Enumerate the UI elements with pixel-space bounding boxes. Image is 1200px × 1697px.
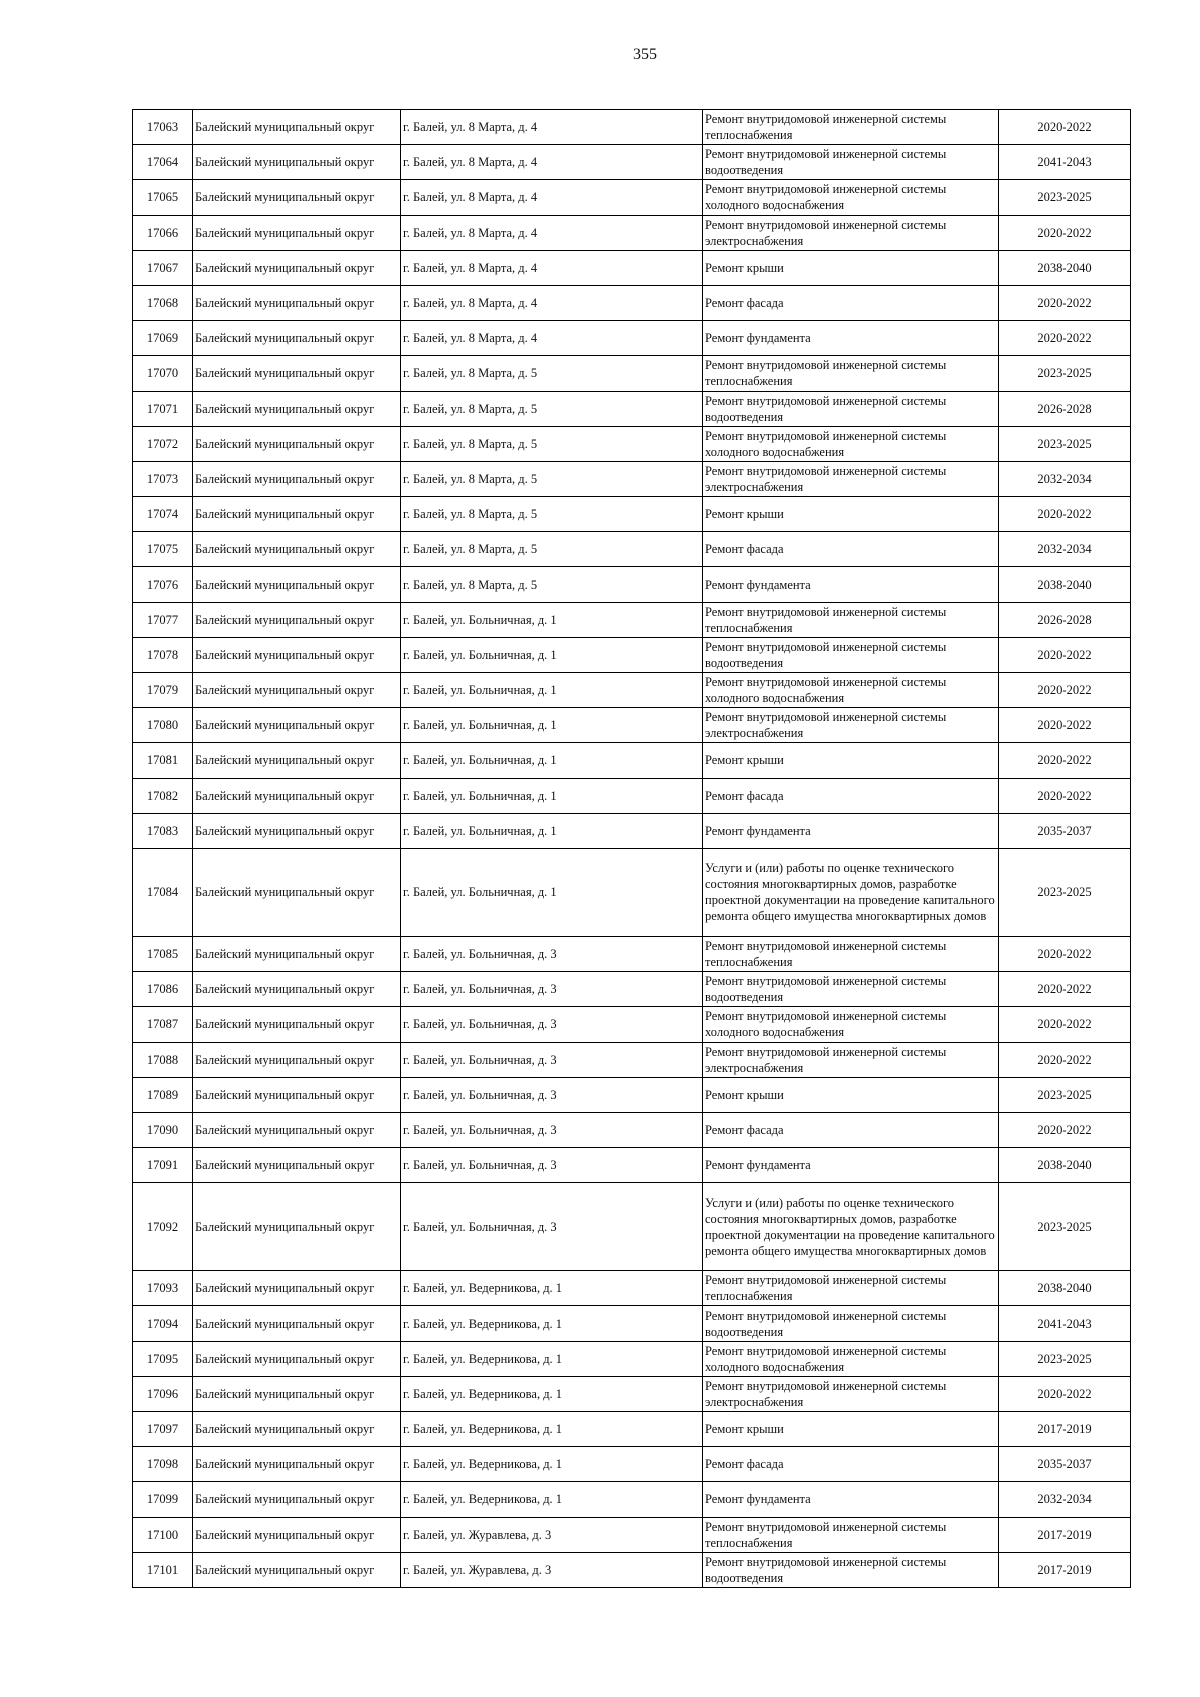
period-cell: 2020-2022 (999, 285, 1131, 320)
address-cell: г. Балей, ул. Больничная, д. 3 (401, 1112, 703, 1147)
work-type-cell: Ремонт внутридомовой инженерной системы холодного водоснабжения (703, 673, 999, 708)
table-row (133, 356, 1131, 391)
table-row (133, 778, 1131, 813)
row-number-cell: 17086 (133, 972, 193, 1007)
period-cell: 2023-2025 (999, 356, 1131, 391)
table-row (133, 215, 1131, 250)
table-row (133, 1376, 1131, 1411)
work-type-cell: Ремонт фундамента (703, 567, 999, 602)
row-number-cell: 17064 (133, 145, 193, 180)
address-cell: г. Балей, ул. Ведерникова, д. 1 (401, 1306, 703, 1341)
row-number-cell: 17070 (133, 356, 193, 391)
row-number-cell: 17075 (133, 532, 193, 567)
address-cell: г. Балей, ул. 8 Марта, д. 5 (401, 567, 703, 602)
period-cell: 2023-2025 (999, 180, 1131, 215)
table-row (133, 1517, 1131, 1552)
address-cell: г. Балей, ул. Больничная, д. 1 (401, 848, 703, 936)
table-row (133, 110, 1131, 145)
work-type-cell: Ремонт фасада (703, 1112, 999, 1147)
work-type-cell: Ремонт внутридомовой инженерной системы теплоснабжения (703, 110, 999, 145)
row-number-cell: 17074 (133, 497, 193, 532)
work-type-cell: Ремонт внутридомовой инженерной системы электроснабжения (703, 1042, 999, 1077)
table-row (133, 1341, 1131, 1376)
table-row (133, 1042, 1131, 1077)
table-row (133, 567, 1131, 602)
period-cell: 2023-2025 (999, 1077, 1131, 1112)
table-row (133, 743, 1131, 778)
municipality-cell: Балейский муниципальный округ (193, 813, 401, 848)
row-number-cell: 17063 (133, 110, 193, 145)
row-number-cell: 17081 (133, 743, 193, 778)
table-row (133, 637, 1131, 672)
row-number-cell: 17090 (133, 1112, 193, 1147)
work-type-cell: Ремонт фасада (703, 285, 999, 320)
row-number-cell: 17088 (133, 1042, 193, 1077)
work-type-cell: Ремонт крыши (703, 250, 999, 285)
row-number-cell: 17068 (133, 285, 193, 320)
address-cell: г. Балей, ул. 8 Марта, д. 5 (401, 426, 703, 461)
address-cell: г. Балей, ул. Журавлева, д. 3 (401, 1552, 703, 1587)
municipality-cell: Балейский муниципальный округ (193, 1148, 401, 1183)
period-cell: 2023-2025 (999, 1341, 1131, 1376)
row-number-cell: 17078 (133, 637, 193, 672)
row-number-cell: 17093 (133, 1271, 193, 1306)
table-row (133, 673, 1131, 708)
row-number-cell: 17084 (133, 848, 193, 936)
row-number-cell: 17094 (133, 1306, 193, 1341)
municipality-cell: Балейский муниципальный округ (193, 1007, 401, 1042)
table-row (133, 1112, 1131, 1147)
work-type-cell: Ремонт внутридомовой инженерной системы теплоснабжения (703, 1271, 999, 1306)
work-type-cell: Ремонт крыши (703, 497, 999, 532)
table-row (133, 1183, 1131, 1271)
work-type-cell: Ремонт внутридомовой инженерной системы электроснабжения (703, 708, 999, 743)
table-row (133, 391, 1131, 426)
row-number-cell: 17089 (133, 1077, 193, 1112)
address-cell: г. Балей, ул. Ведерникова, д. 1 (401, 1341, 703, 1376)
work-type-cell: Ремонт крыши (703, 1412, 999, 1447)
municipality-cell: Балейский муниципальный округ (193, 1517, 401, 1552)
period-cell: 2041-2043 (999, 145, 1131, 180)
address-cell: г. Балей, ул. Ведерникова, д. 1 (401, 1482, 703, 1517)
municipality-cell: Балейский муниципальный округ (193, 708, 401, 743)
period-cell: 2020-2022 (999, 743, 1131, 778)
address-cell: г. Балей, ул. 8 Марта, д. 5 (401, 532, 703, 567)
row-number-cell: 17082 (133, 778, 193, 813)
row-number-cell: 17071 (133, 391, 193, 426)
municipality-cell: Балейский муниципальный округ (193, 1341, 401, 1376)
municipality-cell: Балейский муниципальный округ (193, 637, 401, 672)
work-type-cell: Ремонт внутридомовой инженерной системы водоотведения (703, 1552, 999, 1587)
address-cell: г. Балей, ул. 8 Марта, д. 4 (401, 215, 703, 250)
work-type-cell: Ремонт внутридомовой инженерной системы холодного водоснабжения (703, 426, 999, 461)
address-cell: г. Балей, ул. Больничная, д. 1 (401, 602, 703, 637)
address-cell: г. Балей, ул. Больничная, д. 3 (401, 1077, 703, 1112)
row-number-cell: 17096 (133, 1376, 193, 1411)
address-cell: г. Балей, ул. 8 Марта, д. 4 (401, 250, 703, 285)
capital-repair-table (132, 109, 1131, 1588)
municipality-cell: Балейский муниципальный округ (193, 1183, 401, 1271)
row-number-cell: 17087 (133, 1007, 193, 1042)
work-type-cell: Ремонт фундамента (703, 321, 999, 356)
municipality-cell: Балейский муниципальный округ (193, 602, 401, 637)
row-number-cell: 17097 (133, 1412, 193, 1447)
municipality-cell: Балейский муниципальный округ (193, 356, 401, 391)
work-type-cell: Ремонт фундамента (703, 1148, 999, 1183)
table-row (133, 1482, 1131, 1517)
municipality-cell: Балейский муниципальный округ (193, 1447, 401, 1482)
period-cell: 2038-2040 (999, 1148, 1131, 1183)
row-number-cell: 17092 (133, 1183, 193, 1271)
period-cell: 2017-2019 (999, 1517, 1131, 1552)
municipality-cell: Балейский муниципальный округ (193, 743, 401, 778)
period-cell: 2020-2022 (999, 708, 1131, 743)
table-row (133, 180, 1131, 215)
table-row (133, 972, 1131, 1007)
period-cell: 2023-2025 (999, 426, 1131, 461)
table-row (133, 602, 1131, 637)
address-cell: г. Балей, ул. Больничная, д. 1 (401, 778, 703, 813)
address-cell: г. Балей, ул. Больничная, д. 3 (401, 1007, 703, 1042)
address-cell: г. Балей, ул. Ведерникова, д. 1 (401, 1447, 703, 1482)
work-type-cell: Ремонт крыши (703, 1077, 999, 1112)
municipality-cell: Балейский муниципальный округ (193, 567, 401, 602)
municipality-cell: Балейский муниципальный округ (193, 110, 401, 145)
municipality-cell: Балейский муниципальный округ (193, 936, 401, 971)
period-cell: 2020-2022 (999, 497, 1131, 532)
work-type-cell: Ремонт фасада (703, 1447, 999, 1482)
work-type-cell: Ремонт внутридомовой инженерной системы электроснабжения (703, 215, 999, 250)
work-type-cell: Ремонт внутридомовой инженерной системы водоотведения (703, 637, 999, 672)
municipality-cell: Балейский муниципальный округ (193, 1271, 401, 1306)
municipality-cell: Балейский муниципальный округ (193, 461, 401, 496)
period-cell: 2038-2040 (999, 567, 1131, 602)
address-cell: г. Балей, ул. Больничная, д. 3 (401, 936, 703, 971)
municipality-cell: Балейский муниципальный округ (193, 1552, 401, 1587)
table-row (133, 813, 1131, 848)
municipality-cell: Балейский муниципальный округ (193, 1042, 401, 1077)
address-cell: г. Балей, ул. 8 Марта, д. 4 (401, 180, 703, 215)
address-cell: г. Балей, ул. Больничная, д. 3 (401, 1183, 703, 1271)
municipality-cell: Балейский муниципальный округ (193, 1077, 401, 1112)
period-cell: 2020-2022 (999, 1042, 1131, 1077)
period-cell: 2026-2028 (999, 602, 1131, 637)
municipality-cell: Балейский муниципальный округ (193, 250, 401, 285)
work-type-cell: Ремонт крыши (703, 743, 999, 778)
work-type-cell: Ремонт внутридомовой инженерной системы водоотведения (703, 972, 999, 1007)
address-cell: г. Балей, ул. Больничная, д. 3 (401, 1042, 703, 1077)
municipality-cell: Балейский муниципальный округ (193, 1306, 401, 1341)
period-cell: 2020-2022 (999, 1376, 1131, 1411)
row-number-cell: 17067 (133, 250, 193, 285)
work-type-cell: Ремонт внутридомовой инженерной системы холодного водоснабжения (703, 1341, 999, 1376)
table-row (133, 461, 1131, 496)
period-cell: 2020-2022 (999, 1007, 1131, 1042)
address-cell: г. Балей, ул. Ведерникова, д. 1 (401, 1376, 703, 1411)
table-row (133, 936, 1131, 971)
table-row (133, 1306, 1131, 1341)
work-type-cell: Ремонт внутридомовой инженерной системы электроснабжения (703, 461, 999, 496)
municipality-cell: Балейский муниципальный округ (193, 321, 401, 356)
address-cell: г. Балей, ул. Больничная, д. 1 (401, 673, 703, 708)
work-type-cell: Ремонт внутридомовой инженерной системы теплоснабжения (703, 356, 999, 391)
table-row (133, 1447, 1131, 1482)
address-cell: г. Балей, ул. 8 Марта, д. 5 (401, 391, 703, 426)
address-cell: г. Балей, ул. Больничная, д. 1 (401, 813, 703, 848)
period-cell: 2026-2028 (999, 391, 1131, 426)
address-cell: г. Балей, ул. Ведерникова, д. 1 (401, 1271, 703, 1306)
address-cell: г. Балей, ул. 8 Марта, д. 4 (401, 110, 703, 145)
address-cell: г. Балей, ул. 8 Марта, д. 4 (401, 321, 703, 356)
row-number-cell: 17076 (133, 567, 193, 602)
municipality-cell: Балейский муниципальный округ (193, 497, 401, 532)
row-number-cell: 17099 (133, 1482, 193, 1517)
municipality-cell: Балейский муниципальный округ (193, 145, 401, 180)
work-type-cell: Ремонт внутридомовой инженерной системы теплоснабжения (703, 602, 999, 637)
period-cell: 2020-2022 (999, 1112, 1131, 1147)
municipality-cell: Балейский муниципальный округ (193, 778, 401, 813)
work-type-cell: Ремонт внутридомовой инженерной системы теплоснабжения (703, 936, 999, 971)
table-row (133, 426, 1131, 461)
work-type-cell: Ремонт внутридомовой инженерной системы теплоснабжения (703, 1517, 999, 1552)
municipality-cell: Балейский муниципальный округ (193, 1376, 401, 1411)
row-number-cell: 17101 (133, 1552, 193, 1587)
row-number-cell: 17083 (133, 813, 193, 848)
row-number-cell: 17080 (133, 708, 193, 743)
period-cell: 2032-2034 (999, 1482, 1131, 1517)
work-type-cell: Ремонт фасада (703, 532, 999, 567)
work-type-cell: Ремонт внутридомовой инженерной системы водоотведения (703, 145, 999, 180)
period-cell: 2038-2040 (999, 250, 1131, 285)
work-type-cell: Ремонт внутридомовой инженерной системы электроснабжения (703, 1376, 999, 1411)
municipality-cell: Балейский муниципальный округ (193, 180, 401, 215)
municipality-cell: Балейский муниципальный округ (193, 673, 401, 708)
row-number-cell: 17100 (133, 1517, 193, 1552)
municipality-cell: Балейский муниципальный округ (193, 215, 401, 250)
table-row (133, 321, 1131, 356)
table-row (133, 497, 1131, 532)
period-cell: 2017-2019 (999, 1412, 1131, 1447)
work-type-cell: Ремонт внутридомовой инженерной системы водоотведения (703, 391, 999, 426)
work-type-cell: Услуги и (или) работы по оценке технического состояния многоквартирных домов, разработке проектной документации на проведение капитального ремонта общего имущества многоквартирных домов (703, 1183, 999, 1271)
table-row (133, 250, 1131, 285)
table-row (133, 1077, 1131, 1112)
row-number-cell: 17098 (133, 1447, 193, 1482)
address-cell: г. Балей, ул. 8 Марта, д. 4 (401, 145, 703, 180)
municipality-cell: Балейский муниципальный округ (193, 1482, 401, 1517)
address-cell: г. Балей, ул. Больничная, д. 1 (401, 708, 703, 743)
row-number-cell: 17073 (133, 461, 193, 496)
period-cell: 2020-2022 (999, 215, 1131, 250)
work-type-cell: Ремонт фундамента (703, 1482, 999, 1517)
work-type-cell: Ремонт внутридомовой инженерной системы водоотведения (703, 1306, 999, 1341)
address-cell: г. Балей, ул. Больничная, д. 1 (401, 743, 703, 778)
table-row (133, 285, 1131, 320)
address-cell: г. Балей, ул. 8 Марта, д. 4 (401, 285, 703, 320)
period-cell: 2020-2022 (999, 778, 1131, 813)
period-cell: 2020-2022 (999, 110, 1131, 145)
address-cell: г. Балей, ул. Больничная, д. 3 (401, 972, 703, 1007)
table-row (133, 708, 1131, 743)
period-cell: 2020-2022 (999, 321, 1131, 356)
period-cell: 2023-2025 (999, 1183, 1131, 1271)
address-cell: г. Балей, ул. Ведерникова, д. 1 (401, 1412, 703, 1447)
row-number-cell: 17091 (133, 1148, 193, 1183)
row-number-cell: 17077 (133, 602, 193, 637)
work-type-cell: Ремонт фундамента (703, 813, 999, 848)
municipality-cell: Балейский муниципальный округ (193, 532, 401, 567)
period-cell: 2020-2022 (999, 637, 1131, 672)
row-number-cell: 17085 (133, 936, 193, 971)
row-number-cell: 17065 (133, 180, 193, 215)
address-cell: г. Балей, ул. 8 Марта, д. 5 (401, 497, 703, 532)
period-cell: 2032-2034 (999, 461, 1131, 496)
table-row (133, 1412, 1131, 1447)
table-row (133, 532, 1131, 567)
table-row (133, 1007, 1131, 1042)
period-cell: 2020-2022 (999, 936, 1131, 971)
period-cell: 2017-2019 (999, 1552, 1131, 1587)
period-cell: 2020-2022 (999, 673, 1131, 708)
work-type-cell: Ремонт внутридомовой инженерной системы холодного водоснабжения (703, 180, 999, 215)
period-cell: 2035-2037 (999, 813, 1131, 848)
address-cell: г. Балей, ул. Больничная, д. 1 (401, 637, 703, 672)
address-cell: г. Балей, ул. Журавлева, д. 3 (401, 1517, 703, 1552)
table-row (133, 1148, 1131, 1183)
work-type-cell: Ремонт внутридомовой инженерной системы холодного водоснабжения (703, 1007, 999, 1042)
address-cell: г. Балей, ул. 8 Марта, д. 5 (401, 356, 703, 391)
address-cell: г. Балей, ул. Больничная, д. 3 (401, 1148, 703, 1183)
municipality-cell: Балейский муниципальный округ (193, 1412, 401, 1447)
municipality-cell: Балейский муниципальный округ (193, 848, 401, 936)
work-type-cell: Услуги и (или) работы по оценке технического состояния многоквартирных домов, разработке проектной документации на проведение капитального ремонта общего имущества многоквартирных домов (703, 848, 999, 936)
table-row (133, 848, 1131, 936)
row-number-cell: 17095 (133, 1341, 193, 1376)
work-type-cell: Ремонт фасада (703, 778, 999, 813)
address-cell: г. Балей, ул. 8 Марта, д. 5 (401, 461, 703, 496)
municipality-cell: Балейский муниципальный округ (193, 1112, 401, 1147)
municipality-cell: Балейский муниципальный округ (193, 426, 401, 461)
table-row (133, 1552, 1131, 1587)
municipality-cell: Балейский муниципальный округ (193, 285, 401, 320)
row-number-cell: 17066 (133, 215, 193, 250)
period-cell: 2041-2043 (999, 1306, 1131, 1341)
table-body (133, 110, 1131, 1588)
row-number-cell: 17072 (133, 426, 193, 461)
page-number: 355 (633, 46, 657, 63)
table-row (133, 145, 1131, 180)
period-cell: 2032-2034 (999, 532, 1131, 567)
municipality-cell: Балейский муниципальный округ (193, 972, 401, 1007)
municipality-cell: Балейский муниципальный округ (193, 391, 401, 426)
period-cell: 2023-2025 (999, 848, 1131, 936)
period-cell: 2038-2040 (999, 1271, 1131, 1306)
period-cell: 2020-2022 (999, 972, 1131, 1007)
row-number-cell: 17069 (133, 321, 193, 356)
row-number-cell: 17079 (133, 673, 193, 708)
table-row (133, 1271, 1131, 1306)
period-cell: 2035-2037 (999, 1447, 1131, 1482)
